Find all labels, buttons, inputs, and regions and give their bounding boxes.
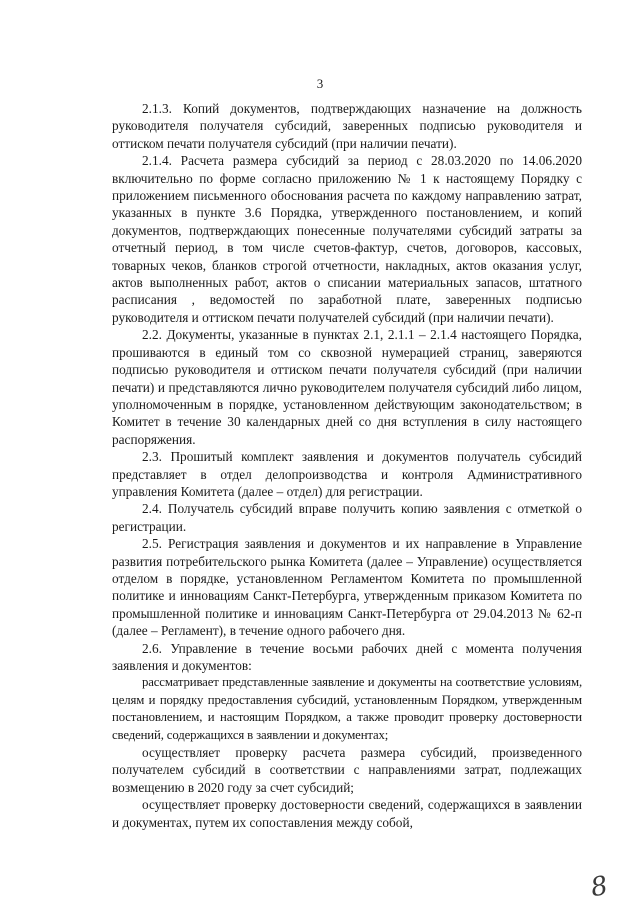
paragraph-2-6: 2.6. Управление в течение восьми рабочих дней с момента получения заявления и документов:	[112, 640, 582, 673]
paragraph-2-6-item-2: осуществляет проверку расчета размера субсидий, произведенного получателем субсидий в соответствии с направлениями затрат, подлежащих возмещению в 2020 году за счет субсидий;	[112, 745, 582, 795]
paragraph-2-4: 2.4. Получатель субсидий вправе получить копию заявления с отметкой о регистрации.	[112, 501, 582, 534]
paragraph-2-6-item-3: осуществляет проверку достоверности сведений, содержащихся в заявлении и документах, путем их сопоставления между собой,	[112, 797, 582, 830]
paragraph-2-1-3: 2.1.3. Копий документов, подтверждающих назначение на должность руководителя получателя субсидий, заверенных подписью руководителя и оттиском печати получателя субсидий (при наличии печати).	[112, 101, 582, 151]
paragraph-2-3: 2.3. Прошитый комплект заявления и документов получатель субсидий представляет в отдел делопроизводства и контроля Административного управления Комитета (далее – отдел) для регистрации.	[112, 449, 582, 499]
paragraph-2-6-item-1: рассматривает представленные заявление и документы на соответствие условиям, целям и порядку предоставления субсидий, установленным Порядком, утвержденным постановлением, и настоящим Порядком, а также проводит проверку достоверности сведений, содержащихся в заявлении и документах;	[112, 675, 582, 742]
paragraph-2-2: 2.2. Документы, указанные в пунктах 2.1, 2.1.1 – 2.1.4 настоящего Порядка, прошиваются в единый том со сквозной нумерацией страниц, заверяются подписью руководителя и оттиском печати получателя субсидий (при наличии печати) и представляются лично руководителем получателя субсидий либо лицом, уполномоченным в порядке, установленном действующим законодательством; в Комитет в течение 30 календарных дней со дня вступления в силу настоящего распоряжения.	[112, 327, 582, 447]
paragraph-2-5: 2.5. Регистрация заявления и документов и их направление в Управление развития потребительского рынка Комитета (далее – Управление) осуществляется отделом в порядке, установленном Регламентом Комитета по промышленной политике и инновациям Санкт-Петербурга, утвержденным приказом Комитета по промышленной политике и инновациям Санкт-Петербурга от 29.04.2013 № 62-п (далее – Регламент), в течение одного рабочего дня.	[112, 536, 582, 639]
handwritten-page-mark: 8	[588, 870, 611, 904]
page-number: 3	[316, 76, 324, 91]
paragraph-2-1-4: 2.1.4. Расчета размера субсидий за период с 28.03.2020 по 14.06.2020 включительно по форме согласно приложению № 1 к настоящему Порядку с приложением письменного обоснования расчета по каждому направлению затрат, указанных в пункте 3.6 Порядка, утвержденного постановлением, и копий документов, подтверждающих понесенные получателями субсидий затраты за отчетный период, в том числе счетов-фактур, счетов, договоров, кассовых, товарных чеков, бланков строгой отчетности, накладных, актов оказания услуг, актов выполненных работ, актов о списании материальных запасов, штатного расписания , ведомостей по заработной плате, заверенных подписью руководителя и оттиском печати получателей субсидий (при наличии печати).	[112, 153, 582, 325]
document-body	[112, 100, 582, 831]
